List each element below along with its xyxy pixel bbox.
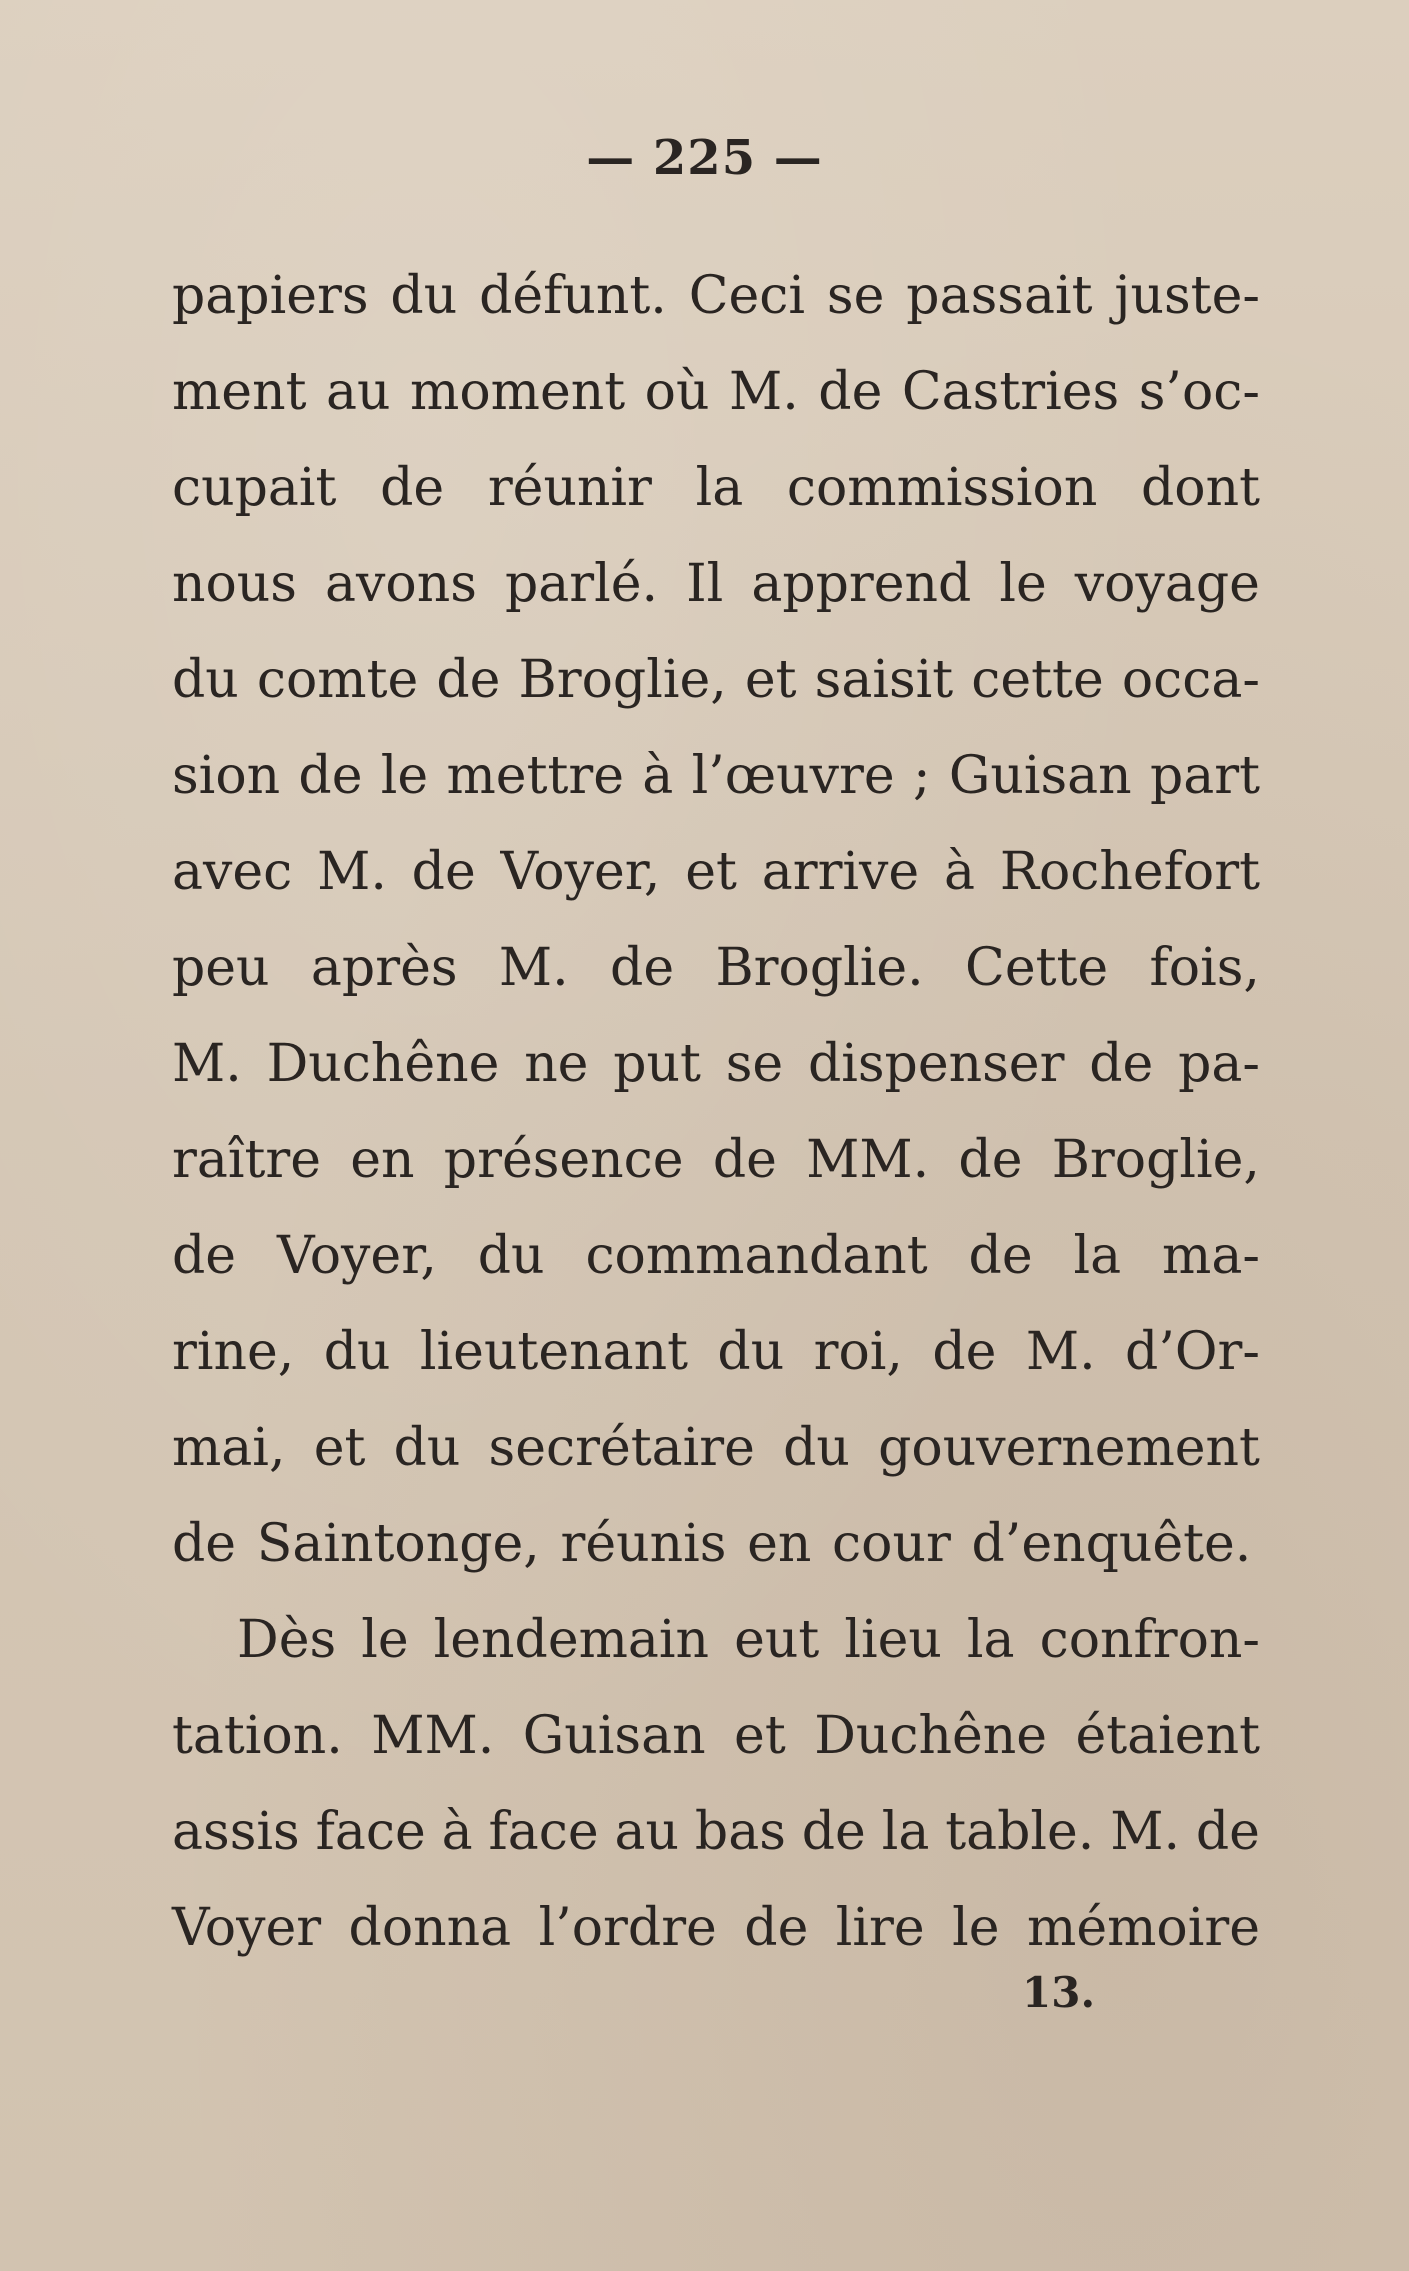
word: M. (172, 1034, 242, 1094)
word: la (881, 1802, 930, 1862)
word: à (944, 842, 976, 902)
word: en (350, 1130, 415, 1190)
word: la (695, 458, 744, 518)
word: commandant (585, 1226, 928, 1286)
word: confron- (1039, 1610, 1260, 1670)
word: Rochefort (999, 842, 1260, 902)
word: eut (734, 1610, 820, 1670)
word: Cette (965, 938, 1109, 998)
word: du (323, 1322, 391, 1382)
word: M. (1110, 1802, 1180, 1862)
word: arrive (761, 842, 920, 902)
word: parlé. (504, 554, 659, 614)
word: Dès (237, 1610, 337, 1670)
word: du (390, 266, 458, 326)
word: donna (348, 1898, 512, 1958)
word: commission (786, 458, 1098, 518)
word: lieu (844, 1610, 942, 1670)
text-line (172, 1016, 1260, 1112)
word: de (744, 1898, 809, 1958)
word: de (1089, 1034, 1154, 1094)
word: Duchêne (814, 1706, 1048, 1766)
word: et (734, 1706, 786, 1766)
word: après (310, 938, 458, 998)
word: de (932, 1322, 997, 1382)
word: du (393, 1418, 461, 1478)
word: cette (971, 650, 1104, 710)
word: de (968, 1226, 1033, 1286)
word: Il (686, 554, 724, 614)
text-line (172, 1400, 1260, 1496)
word: du (477, 1226, 545, 1286)
word: ne (524, 1034, 589, 1094)
text-line: de Saintonge, réunis en cour d’enquête. (172, 1514, 1252, 1574)
word: Broglie, (1051, 1130, 1260, 1190)
word: Broglie. (715, 938, 924, 998)
word: au (326, 362, 391, 422)
word: la (966, 1610, 1015, 1670)
word: du (172, 650, 239, 710)
word: juste- (1114, 266, 1260, 326)
word: du (717, 1322, 785, 1382)
word: M. (498, 938, 569, 998)
text-line (172, 440, 1260, 536)
word: avec (172, 842, 293, 902)
word: s’oc- (1138, 362, 1260, 422)
text-line (172, 1592, 1260, 1688)
word: comte (256, 650, 419, 710)
word: étaient (1075, 1706, 1260, 1766)
word: sion (172, 746, 281, 806)
word: saisit (814, 650, 954, 710)
word: part (1149, 746, 1260, 806)
word: peu (172, 938, 270, 998)
word: moment (410, 362, 626, 422)
text-line (172, 536, 1260, 632)
word: le (999, 554, 1047, 614)
word: de (958, 1130, 1023, 1190)
text-line (172, 920, 1260, 1016)
word: Voyer, (500, 842, 661, 902)
word: MM. (371, 1706, 495, 1766)
word: se (725, 1034, 784, 1094)
word: put (613, 1034, 701, 1094)
word: ma- (1162, 1226, 1260, 1286)
word: Broglie, (518, 650, 727, 710)
word: tation. (172, 1706, 343, 1766)
text-line (172, 344, 1260, 440)
word: cupait (172, 458, 337, 518)
word: Guisan (948, 746, 1132, 806)
word: de (298, 746, 363, 806)
word: Duchêne (266, 1034, 500, 1094)
word: la (1073, 1226, 1122, 1286)
word: avons (325, 554, 477, 614)
word: papiers (172, 266, 369, 326)
text-line (172, 728, 1260, 824)
word: fois, (1149, 938, 1260, 998)
word: de (610, 938, 675, 998)
word: de (172, 1226, 237, 1286)
word: de (436, 650, 501, 710)
word: d’Or- (1125, 1322, 1260, 1382)
word: face (315, 1802, 426, 1862)
text-line (172, 1688, 1260, 1784)
word: lire (835, 1898, 925, 1958)
word: mémoire (1027, 1898, 1260, 1958)
word: assis (172, 1802, 300, 1862)
word: occa- (1121, 650, 1260, 710)
text-line (172, 1304, 1260, 1400)
word: de (1195, 1802, 1260, 1862)
word: mettre (446, 746, 624, 806)
word: raître (172, 1130, 322, 1190)
word: le (361, 1610, 409, 1670)
word: rine, (172, 1322, 295, 1382)
word: et (685, 842, 737, 902)
word: Guisan (522, 1706, 706, 1766)
word: bas (694, 1802, 786, 1862)
text-line (172, 632, 1260, 728)
word: au (614, 1802, 680, 1862)
word: à (441, 1802, 473, 1862)
text-line (172, 248, 1260, 344)
text-line (172, 1208, 1260, 1304)
word: M. (728, 362, 799, 422)
body-text (172, 248, 1260, 1976)
word: MM. (806, 1130, 930, 1190)
word: mai, (172, 1418, 286, 1478)
word: pa- (1178, 1034, 1260, 1094)
word: présence (443, 1130, 684, 1190)
word: ; (912, 746, 931, 806)
word: où (644, 362, 710, 422)
page-number: — 225 — (586, 130, 823, 186)
word: Voyer, (276, 1226, 437, 1286)
word: le (952, 1898, 1000, 1958)
word: de (411, 842, 476, 902)
text-line (172, 824, 1260, 920)
word: gouvernement (878, 1418, 1260, 1478)
word: du (783, 1418, 850, 1478)
word: Ceci (688, 266, 806, 326)
word: défunt. (479, 266, 667, 326)
word: de (818, 362, 883, 422)
word: table. (945, 1802, 1095, 1862)
word: lieutenant (419, 1322, 688, 1382)
word: réunir (487, 458, 652, 518)
signature-mark: 13. (1022, 1968, 1096, 2017)
word: face (488, 1802, 599, 1862)
word: de (801, 1802, 866, 1862)
word: et (744, 650, 797, 710)
word: secrétaire (488, 1418, 755, 1478)
word: de (380, 458, 445, 518)
word: M. (317, 842, 387, 902)
word: de (712, 1130, 777, 1190)
text-line (172, 1880, 1260, 1976)
text-line (172, 1784, 1260, 1880)
word: l’ordre (538, 1898, 717, 1958)
word: ment (172, 362, 307, 422)
word: passait (906, 266, 1093, 326)
word: lendemain (433, 1610, 710, 1670)
word: roi, (813, 1322, 903, 1382)
word: Castries (901, 362, 1120, 422)
word: M. (1025, 1322, 1096, 1382)
word: Voyer (172, 1898, 322, 1958)
word: dispenser (807, 1034, 1065, 1094)
word: apprend (751, 554, 972, 614)
word: nous (172, 554, 297, 614)
word: l’œuvre (691, 746, 895, 806)
text-line (172, 1112, 1260, 1208)
word: se (826, 266, 885, 326)
word: dont (1141, 458, 1260, 518)
word: à (642, 746, 674, 806)
word: et (313, 1418, 366, 1478)
word: voyage (1074, 554, 1260, 614)
word: le (380, 746, 429, 806)
